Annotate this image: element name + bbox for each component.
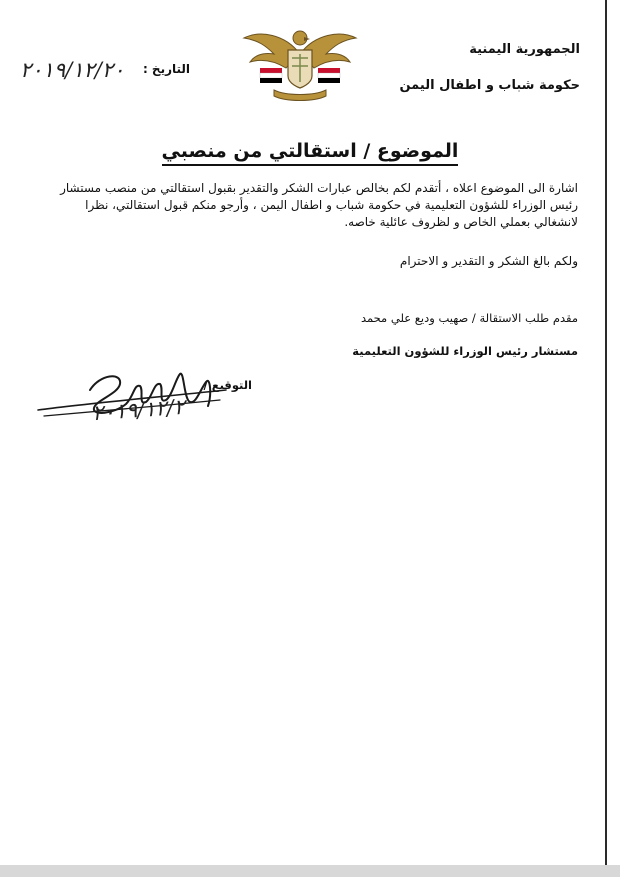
- header-government: حكومة شباب و اطفال اليمن: [399, 78, 580, 93]
- date-field: [12, 58, 192, 84]
- date-label: التاريخ :: [142, 62, 190, 76]
- page-edge-right: [605, 0, 607, 877]
- handwritten-date: ٢٠١٩/١٢/٢٠: [20, 58, 125, 82]
- header-republic: الجمهورية اليمنية: [469, 42, 580, 57]
- signature-label: التوقيع /: [203, 378, 252, 392]
- applicant-line: مقدم طلب الاستقالة / صهيب وديع علي محمد: [360, 311, 578, 325]
- applicant-position: مستشار رئيس الوزراء للشؤون التعليمية: [352, 344, 578, 358]
- eagle-emblem-icon: [240, 24, 360, 102]
- page-edge-bottom: [0, 865, 620, 877]
- closing-line: ولكم بالغ الشكر و التقدير و الاحترام: [399, 254, 578, 268]
- subject-text: الموضوع / استقالتي من منصبي: [162, 140, 459, 166]
- body-paragraph: اشارة الى الموضوع اعلاه ، أتقدم لكم بخالص عبارات الشكر والتقدير بقبول استقالتي من منصب مستشار رئيس الوزراء للشؤون التعليمية في حكومة شباب و اطفال اليمن ، وأرجو منكم قبول استقالتي، نظرا لانشغالي بعملي الخاص و لظروف عائلية خاصه.: [60, 181, 578, 229]
- signature-handwritten-date: ٢٠١٩/١٢/٢: [91, 394, 186, 426]
- subject-heading: [0, 140, 620, 162]
